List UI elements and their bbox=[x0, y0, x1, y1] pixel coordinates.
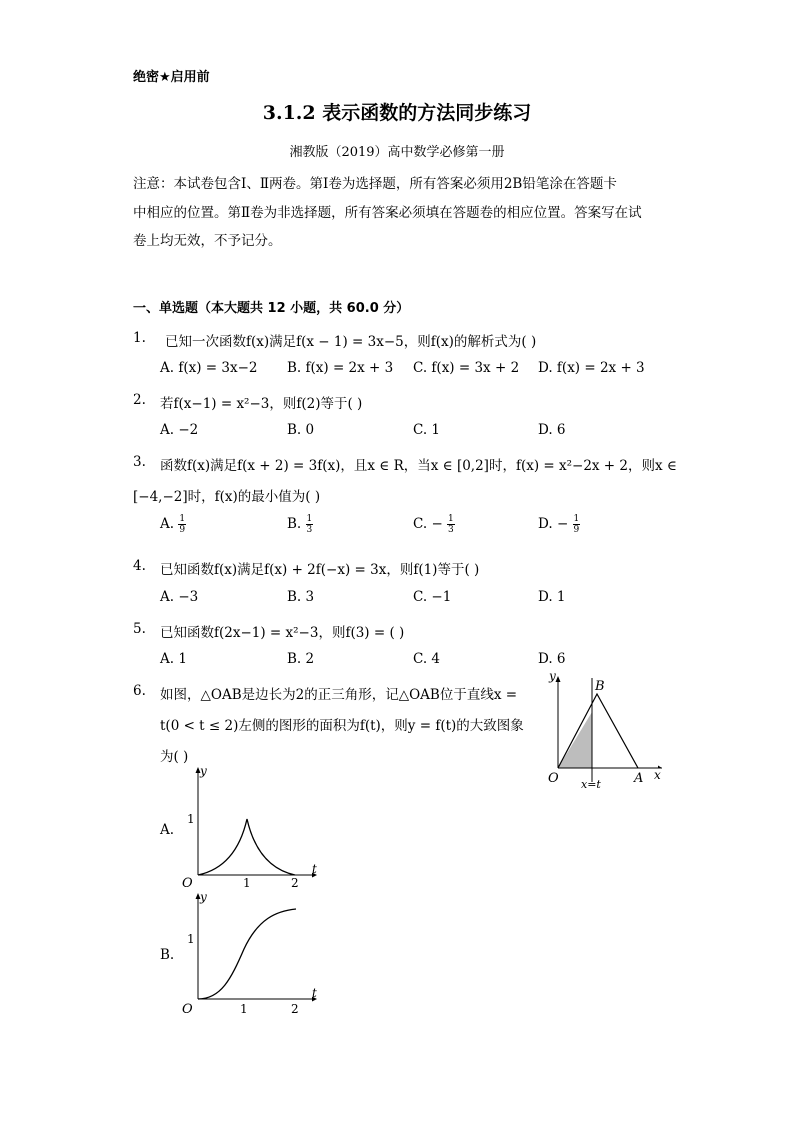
question-stem: 函数f(x)满足f(x + 2) = 3f(x)，且x ∈ R，当x ∈ [0,2]时，f(x) = x²−2x + 2，则x ∈ bbox=[160, 458, 677, 474]
denominator: 9 bbox=[573, 525, 580, 535]
question-stem: 已知一次函数f(x)满足f(x − 1) = 3x−5，则f(x)的解析式为( ) bbox=[165, 334, 537, 350]
label-y: y bbox=[549, 672, 556, 683]
question-stem: 已知函数f(2x−1) = x²−3，则f(3) = ( ) bbox=[160, 625, 405, 641]
question-number: 3. bbox=[133, 454, 146, 470]
tick-2: 2 bbox=[291, 1002, 299, 1016]
option-fraction bbox=[447, 514, 455, 535]
ytick-1: 1 bbox=[187, 812, 195, 826]
option-a[interactable]: A. −2 bbox=[160, 422, 199, 438]
label-t: t bbox=[312, 986, 317, 1000]
page-subtitle: 湘教版（2019）高中数学必修第一册 bbox=[289, 145, 505, 160]
confidential-header: 绝密★启用前 bbox=[133, 70, 210, 85]
option-d[interactable]: D. 1 bbox=[538, 589, 566, 605]
option-sign: − bbox=[556, 516, 569, 532]
curve-a bbox=[198, 819, 295, 875]
option-b[interactable]: B. 0 bbox=[287, 422, 315, 438]
option-label: B. bbox=[287, 516, 302, 532]
option-label: D. bbox=[538, 516, 553, 532]
numerator: 1 bbox=[448, 514, 454, 524]
graph-option-b bbox=[176, 889, 326, 1017]
option-a[interactable] bbox=[160, 514, 186, 535]
notice-line: 卷上均无效，不予记分。 bbox=[133, 233, 282, 249]
question-stem-cont: [−4,−2]时，f(x)的最小值为( ) bbox=[133, 489, 321, 505]
option-d[interactable] bbox=[538, 514, 580, 535]
option-d[interactable]: D. 6 bbox=[538, 651, 566, 667]
option-b[interactable]: B. bbox=[160, 947, 175, 963]
option-fraction bbox=[306, 514, 314, 535]
question-number: 5. bbox=[133, 621, 146, 637]
exam-notice bbox=[133, 170, 663, 256]
option-b[interactable] bbox=[287, 514, 313, 535]
numerator: 1 bbox=[573, 514, 580, 524]
tick-1: 1 bbox=[243, 876, 251, 890]
label-y: y bbox=[200, 890, 207, 904]
option-d[interactable]: D. f(x) = 2x + 3 bbox=[538, 360, 645, 376]
denominator: 3 bbox=[448, 525, 454, 535]
option-b[interactable]: B. 3 bbox=[287, 589, 315, 605]
option-a[interactable]: A. −3 bbox=[160, 589, 199, 605]
question-stem: 已知函数f(x)满足f(x) + 2f(−x) = 3x，则f(1)等于( ) bbox=[160, 562, 480, 578]
option-fraction bbox=[573, 514, 581, 535]
option-b[interactable]: B. 2 bbox=[287, 651, 315, 667]
option-label: A. bbox=[160, 516, 175, 532]
option-d[interactable]: D. 6 bbox=[538, 422, 566, 438]
option-sign: − bbox=[431, 516, 443, 532]
option-a[interactable]: A. 1 bbox=[160, 651, 187, 667]
label-o: O bbox=[182, 1002, 193, 1017]
tick-1: 1 bbox=[240, 1002, 248, 1016]
y-arrow-icon bbox=[556, 676, 561, 682]
option-a[interactable]: A. f(x) = 3x−2 bbox=[160, 360, 258, 376]
option-c[interactable]: C. 1 bbox=[413, 422, 441, 438]
option-b[interactable]: B. f(x) = 2x + 3 bbox=[287, 360, 394, 376]
denominator: 9 bbox=[179, 525, 186, 535]
question-number: 1. bbox=[133, 330, 146, 346]
option-c[interactable]: C. f(x) = 3x + 2 bbox=[413, 360, 520, 376]
option-c[interactable]: C. −1 bbox=[413, 589, 452, 605]
question-number: 4. bbox=[133, 558, 146, 574]
notice-line: 中相应的位置。第Ⅱ卷为非选择题，所有答案必须填在答题卷的相应位置。答案写在试 bbox=[133, 204, 642, 221]
option-a[interactable]: A. bbox=[160, 822, 175, 838]
section-title: 一、单选题（本大题共 12 小题，共 60.0 分） bbox=[133, 301, 410, 316]
question-number: 2. bbox=[133, 392, 146, 408]
question-stem: 若f(x−1) = x²−3，则f(2)等于( ) bbox=[160, 396, 363, 412]
notice-line: 注意：本试卷包含Ⅰ、Ⅱ两卷。第Ⅰ卷为选择题，所有答案必须用2B铅笔涂在答题卡 bbox=[133, 176, 617, 192]
page-title: 3.1.2 表示函数的方法同步练习 bbox=[262, 102, 532, 124]
question-stem-cont: t(0 < t ≤ 2)左侧的图形的面积为f(t)，则y = f(t)的大致图象 bbox=[160, 718, 524, 734]
ytick-1: 1 bbox=[187, 932, 195, 946]
label-o: O bbox=[548, 771, 559, 786]
tick-2: 2 bbox=[291, 876, 299, 890]
numerator: 1 bbox=[179, 514, 186, 524]
question-number: 6. bbox=[133, 683, 146, 699]
numerator: 1 bbox=[306, 514, 313, 524]
curve-b bbox=[198, 909, 296, 999]
label-t: t bbox=[312, 862, 317, 876]
option-c[interactable] bbox=[413, 514, 455, 535]
question-stem-cont: 为( ) bbox=[160, 749, 189, 765]
label-a: A bbox=[634, 771, 644, 786]
label-line: x=t bbox=[581, 778, 601, 791]
triangle-figure bbox=[540, 672, 670, 794]
label-b: B bbox=[595, 679, 605, 694]
option-fraction bbox=[178, 514, 186, 535]
option-c[interactable]: C. 4 bbox=[413, 651, 441, 667]
question-stem: 如图，△OAB是边长为2的正三角形，记△OAB位于直线x = bbox=[160, 687, 518, 703]
label-o: O bbox=[182, 876, 193, 891]
label-x: x bbox=[654, 768, 661, 782]
label-y: y bbox=[200, 764, 207, 778]
denominator: 3 bbox=[306, 525, 313, 535]
graph-option-a bbox=[176, 763, 326, 891]
option-label: C. bbox=[413, 516, 428, 532]
